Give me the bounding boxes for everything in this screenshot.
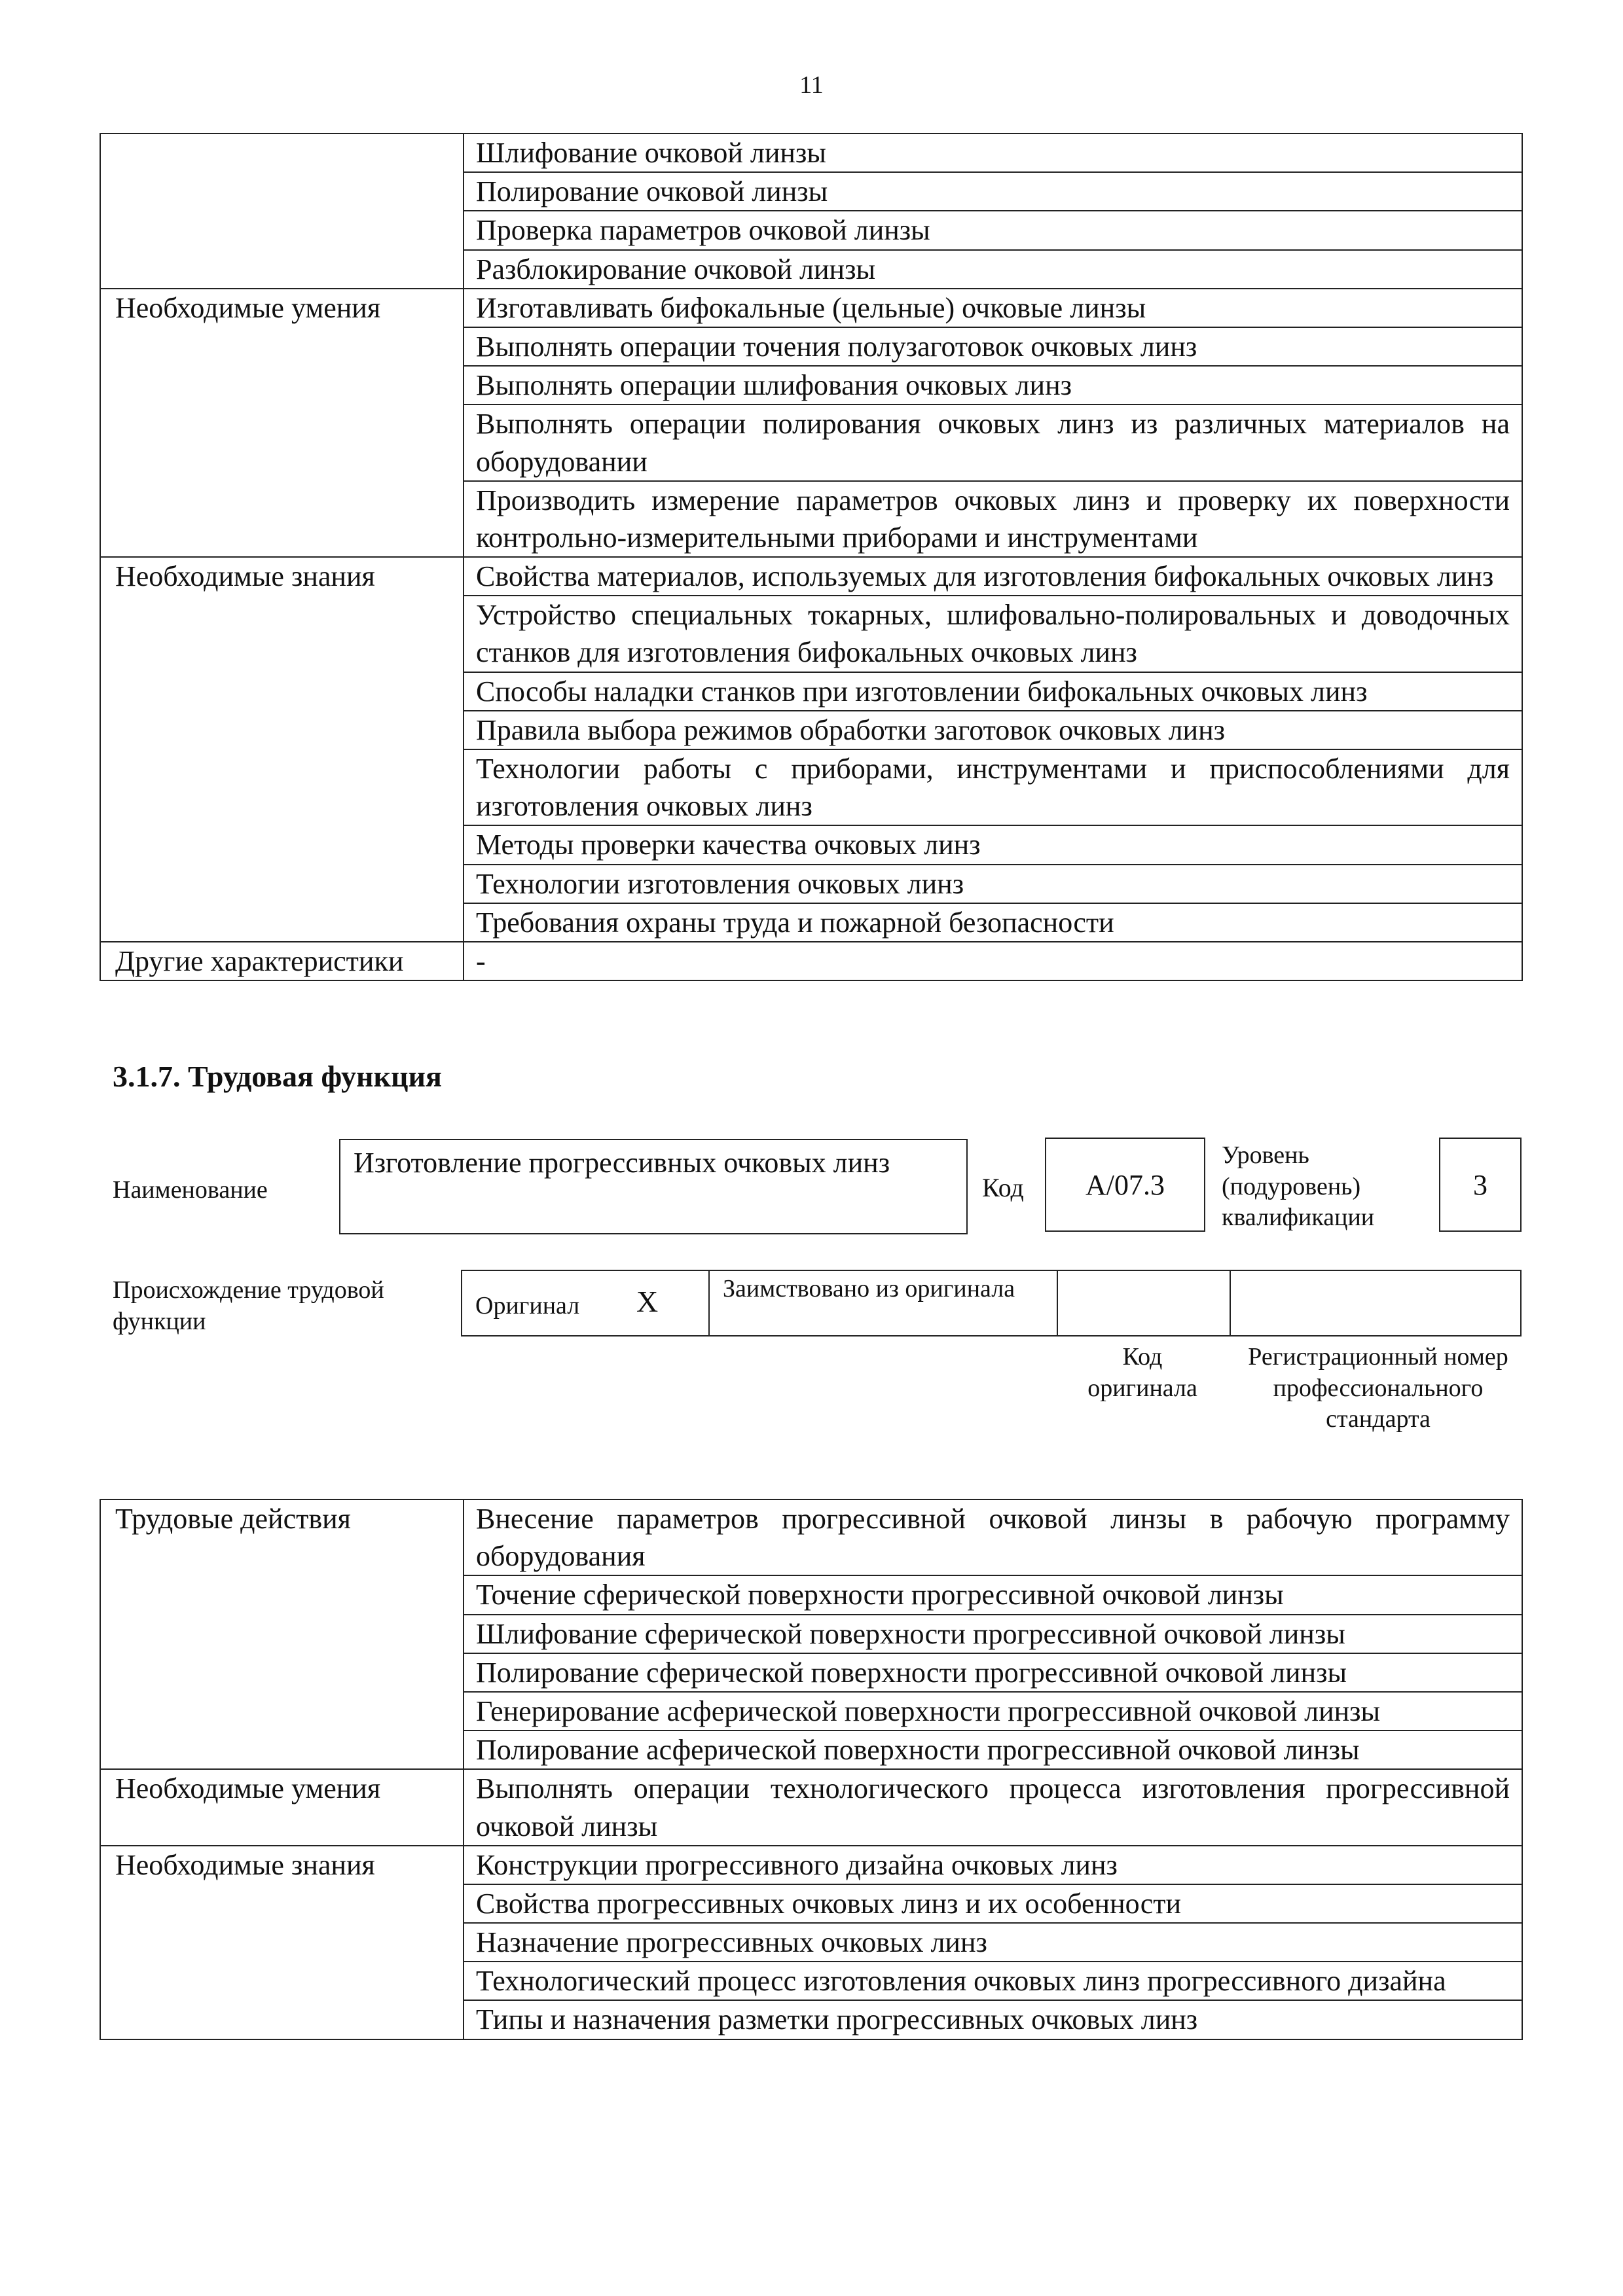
row-heading: Необходимые умения [100, 1769, 464, 1845]
row-item: Конструкции прогрессивного дизайна очковых линз [464, 1846, 1522, 1884]
row-item: Способы наладки станков при изготовлении бифокальных очковых линз [464, 672, 1522, 711]
level-label: Уровень (подуровень) квалификации [1222, 1141, 1375, 1231]
competency-table-1 [100, 133, 1523, 981]
row-item: Внесение параметров прогрессивной очковой линзы в рабочую программу оборудования [464, 1499, 1522, 1575]
row-item: Полирование очковой линзы [464, 172, 1522, 211]
row-item: Полирование сферической поверхности прогрессивной очковой линзы [464, 1653, 1522, 1692]
row-item: Генерирование асферической поверхности прогрессивной очковой линзы [464, 1692, 1522, 1731]
row-item: Свойства прогрессивных очковых линз и их особенности [464, 1884, 1522, 1923]
row-item: Изготавливать бифокальные (цельные) очковые линзы [464, 289, 1522, 327]
row-item: - [464, 942, 1522, 980]
row-item: Типы и назначения разметки прогрессивных очковых линз [464, 2000, 1522, 2039]
row-heading: Трудовые действия [100, 1499, 464, 1769]
row-heading: Необходимые знания [100, 557, 464, 942]
origin-label: Происхождение трудовой функции [113, 1276, 384, 1335]
row-item: Технологический процесс изготовления очковых линз прогрессивного дизайна [464, 1962, 1522, 2000]
section-title: 3.1.7. Трудовая функция [113, 1060, 442, 1093]
row-item: Разблокирование очковой линзы [464, 250, 1522, 289]
row-item: Выполнять операции технологического процесса изготовления прогрессивной очковой линзы [464, 1769, 1522, 1845]
row-item: Точение сферической поверхности прогрессивной очковой линзы [464, 1575, 1522, 1614]
row-heading: Другие характеристики [100, 942, 464, 980]
table-row [100, 289, 1522, 327]
row-item: Полирование асферической поверхности прогрессивной очковой линзы [464, 1731, 1522, 1769]
code-label: Код [982, 1173, 1024, 1202]
table-row [100, 134, 1522, 172]
row-heading: Необходимые знания [100, 1846, 464, 2039]
level-value: 3 [1473, 1168, 1487, 1201]
row-item: Выполнять операции точения полузаготовок очковых линз [464, 327, 1522, 366]
code-original-caption: Код оригинала [1087, 1343, 1197, 1402]
name-value-box [339, 1139, 968, 1234]
row-heading [100, 134, 464, 289]
original-label: Оригинал [475, 1292, 580, 1319]
row-item: Свойства материалов, используемых для изготовления бифокальных очковых линз [464, 557, 1522, 596]
code-value-box [1045, 1138, 1205, 1232]
page-number: 11 [799, 71, 824, 99]
table-row [100, 1846, 1522, 1884]
original-mark: X [636, 1285, 659, 1318]
row-item: Шлифование сферической поверхности прогрессивной очковой линзы [464, 1615, 1522, 1653]
table-row [100, 942, 1522, 980]
competency-table-2 [100, 1499, 1523, 2040]
row-item: Выполнять операции шлифования очковых линз [464, 366, 1522, 404]
reg-number-caption: Регистрационный номер профессионального стандарта [1248, 1343, 1508, 1433]
row-item: Правила выбора режимов обработки заготовок очковых линз [464, 711, 1522, 749]
level-value-box [1439, 1138, 1522, 1232]
row-heading: Необходимые умения [100, 289, 464, 557]
row-item: Проверка параметров очковой линзы [464, 211, 1522, 249]
table-row [100, 1769, 1522, 1845]
row-item: Производить измерение параметров очковых линз и проверку их поверхности контрольно-измерительными приборами и инструментами [464, 481, 1522, 557]
table-row [100, 1499, 1522, 1575]
name-label: Наименование [113, 1176, 268, 1204]
row-item: Технологии работы с приборами, инструментами и приспособлениями для изготовления очковых линз [464, 749, 1522, 825]
code-value: А/07.3 [1085, 1168, 1165, 1201]
row-item: Требования охраны труда и пожарной безопасности [464, 903, 1522, 942]
row-item: Методы проверки качества очковых линз [464, 825, 1522, 864]
table-row [100, 557, 1522, 596]
row-item: Технологии изготовления очковых линз [464, 865, 1522, 903]
row-item: Устройство специальных токарных, шлифовально-полировальных и доводочных станков для изготовления бифокальных очковых линз [464, 596, 1522, 672]
row-item: Назначение прогрессивных очковых линз [464, 1923, 1522, 1962]
name-value: Изготовление прогрессивных очковых линз [354, 1147, 890, 1179]
row-item: Шлифование очковой линзы [464, 134, 1522, 172]
borrowed-label: Заимствовано из оригинала [723, 1275, 1015, 1302]
row-item: Выполнять операции полирования очковых линз из различных материалов на оборудовании [464, 404, 1522, 480]
